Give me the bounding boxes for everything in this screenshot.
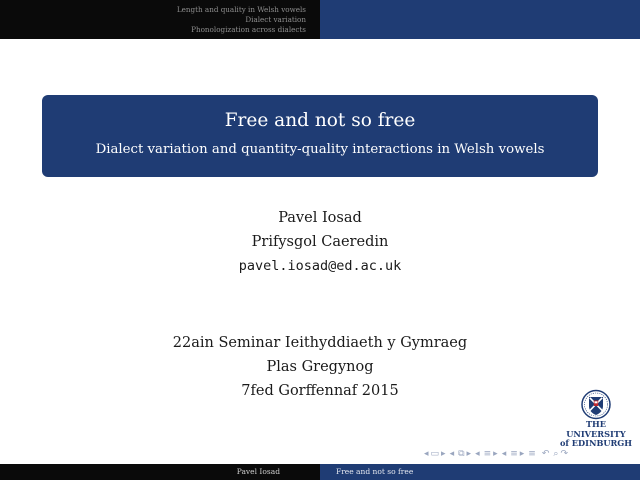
nav-subsection-icon[interactable]: ≡ [483, 449, 492, 459]
event-name: 22ain Seminar Ieithyddiaeth y Gymraeg [172, 335, 468, 351]
nav-slide-icon[interactable]: ▭ [430, 449, 440, 459]
beamer-navigation-controls [424, 448, 568, 460]
university-crest-icon [581, 389, 611, 420]
presentation-title: Free and not so free [224, 110, 416, 131]
nav-section-icon[interactable]: ≡ [510, 449, 518, 459]
nav-section-length-quality[interactable]: Length and quality in Welsh vowels [176, 4, 306, 14]
footline-title: Free and not so free [320, 464, 640, 480]
nav-back-icon[interactable]: ↶ [541, 449, 550, 459]
nav-next-subsection-icon[interactable]: ▸ [493, 449, 498, 459]
nav-frame-icon[interactable]: ⧉ [458, 449, 465, 459]
nav-prev-subsection-icon[interactable]: ◂ [475, 449, 480, 459]
university-logo [556, 389, 636, 448]
event-venue: Plas Gregynog [266, 359, 374, 375]
author-institution: Prifysgol Caeredin [251, 234, 389, 250]
event-block [0, 331, 640, 403]
nav-section-dialect-variation[interactable]: Dialect variation [245, 14, 306, 24]
nav-search-icon[interactable]: ⌕ [553, 449, 559, 459]
author-email: pavel.iosad@ed.ac.uk [238, 258, 402, 274]
footline-bar [0, 464, 640, 480]
section-navigation [0, 0, 320, 39]
nav-next-section-icon[interactable]: ▸ [519, 449, 525, 459]
nav-section-phonologization[interactable]: Phonologization across dialects [191, 24, 306, 34]
nav-forward-icon[interactable]: ↷ [560, 449, 568, 459]
nav-next-frame-icon[interactable]: ▸ [466, 449, 472, 459]
headline-right-panel [320, 0, 640, 39]
title-box [42, 95, 598, 177]
nav-prev-frame-icon[interactable]: ◂ [449, 449, 455, 459]
logo-line-1: THE UNIVERSITY [566, 419, 626, 439]
logo-line-2: of EDINBURGH [559, 438, 633, 448]
author-block [0, 206, 640, 278]
footline-author: Pavel Iosad [0, 464, 320, 480]
nav-next-slide-icon[interactable]: ▸ [441, 449, 446, 459]
presentation-subtitle: Dialect variation and quantity-quality interactions in Welsh vowels [95, 142, 545, 157]
event-date: 7fed Gorffennaf 2015 [241, 383, 399, 399]
nav-appendix-icon[interactable]: ≡ [528, 449, 536, 459]
headline-bar [0, 0, 640, 39]
nav-prev-slide-icon[interactable]: ◂ [424, 449, 429, 459]
nav-prev-section-icon[interactable]: ◂ [501, 449, 507, 459]
author-name: Pavel Iosad [278, 210, 362, 226]
